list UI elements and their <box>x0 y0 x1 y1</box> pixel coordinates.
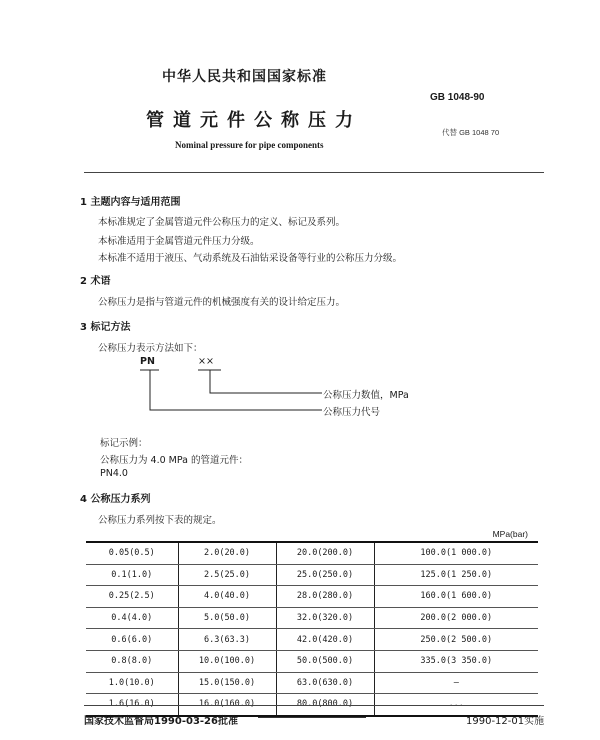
section-2-paragraph-1: 公称压力是指与管道元件的机械强度有关的设计给定压力。 <box>98 297 346 308</box>
table-cell: 80.0(800.0) <box>276 694 374 716</box>
table-cell: 100.0(1 000.0) <box>374 542 538 564</box>
national-standard-heading: 中华人民共和国国家标准 <box>162 69 327 85</box>
table-row <box>86 542 538 564</box>
table-cell: 25.0(250.0) <box>276 564 374 586</box>
document-title: 管道元件公称压力 <box>146 110 362 131</box>
table-cell: 1.0(10.0) <box>86 672 178 694</box>
table-cell: 160.0(1 600.0) <box>374 586 538 608</box>
marking-label-code: 公称压力代号 <box>323 407 381 418</box>
section-3-paragraph-1: 公称压力表示方法如下： <box>98 343 203 354</box>
section-1-paragraph-3: 本标准不适用于液压、气动系统及石油钻采设备等行业的公称压力分级。 <box>98 253 403 264</box>
table-cell: 32.0(320.0) <box>276 607 374 629</box>
table-cell: 4.0(40.0) <box>178 586 276 608</box>
marking-label-value: 公称压力数值，MPa <box>323 390 409 401</box>
marking-pn: PN <box>140 356 155 367</box>
marking-example-value: PN4.0 <box>100 468 128 479</box>
table-cell: 0.4(4.0) <box>86 607 178 629</box>
issuer-approval: 国家技术监督局1990-03-26批准 <box>84 716 238 727</box>
table-cell: 28.0(280.0) <box>276 586 374 608</box>
effective-date: 1990-12-01实施 <box>466 716 545 727</box>
table-row <box>86 650 538 672</box>
table-cell: 335.0(3 350.0) <box>374 650 538 672</box>
table-cell: 50.0(500.0) <box>276 650 374 672</box>
section-4-paragraph-1: 公称压力系列按下表的规定。 <box>98 515 222 526</box>
table-row <box>86 672 538 694</box>
section-2-heading: 2 术语 <box>80 276 111 287</box>
table-cell: 2.0(20.0) <box>178 542 276 564</box>
section-1-paragraph-1: 本标准规定了金属管道元件公称压力的定义、标记及系列。 <box>98 217 346 228</box>
table-cell: 63.0(630.0) <box>276 672 374 694</box>
table-cell: 6.3(63.3) <box>178 629 276 651</box>
table-cell: 15.0(150.0) <box>178 672 276 694</box>
section-4-heading: 4 公称压力系列 <box>80 494 151 505</box>
table-cell: 0.05(0.5) <box>86 542 178 564</box>
table-cell: 200.0(2 000.0) <box>374 607 538 629</box>
table-row <box>86 564 538 586</box>
footer-divider <box>84 705 544 706</box>
table-cell: 0.6(6.0) <box>86 629 178 651</box>
table-cell: 20.0(200.0) <box>276 542 374 564</box>
pressure-series-table <box>86 541 538 717</box>
standard-code: GB 1048-90 <box>430 92 485 103</box>
section-1-paragraph-2: 本标准适用于金属管道元件压力分级。 <box>98 236 260 247</box>
replaces-standard: 代替 GB 1048 70 <box>442 128 500 137</box>
table-row <box>86 607 538 629</box>
table-cell: 0.1(1.0) <box>86 564 178 586</box>
table-cell: 0.25(2.5) <box>86 586 178 608</box>
table-cell: 1.6(16.0) <box>86 694 178 716</box>
table-cell: 125.0(1 250.0) <box>374 564 538 586</box>
table-cell: 0.8(8.0) <box>86 650 178 672</box>
table-cell: 2.5(25.0) <box>178 564 276 586</box>
table-unit: MPa(bar) <box>492 529 528 539</box>
table-cell: — <box>374 672 538 694</box>
marking-xx: ×× <box>198 356 214 367</box>
table-end-line <box>258 717 366 718</box>
section-3-heading: 3 标记方法 <box>80 322 131 333</box>
table-cell: 10.0(100.0) <box>178 650 276 672</box>
table-row <box>86 586 538 608</box>
table-cell: 5.0(50.0) <box>178 607 276 629</box>
marking-example-desc: 公称压力为 4.0 MPa 的管道元件： <box>100 455 248 466</box>
table-cell: 42.0(420.0) <box>276 629 374 651</box>
section-1-heading: 1 主题内容与适用范围 <box>80 197 181 208</box>
table-cell: 16.0(160.0) <box>178 694 276 716</box>
document-subtitle-english: Nominal pressure for pipe components <box>175 140 324 150</box>
table-cell: 250.0(2 500.0) <box>374 629 538 651</box>
table-cell: ... <box>374 694 538 716</box>
marking-example-title: 标记示例： <box>100 438 148 449</box>
table-row <box>86 629 538 651</box>
